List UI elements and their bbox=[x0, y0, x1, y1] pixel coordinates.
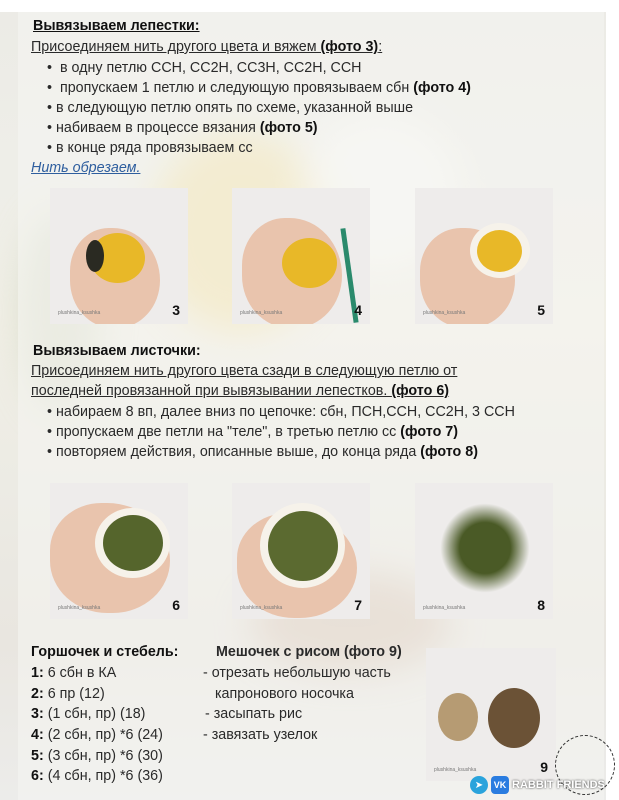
brand-name: RABBIT FRIENDS bbox=[512, 779, 605, 791]
list-item: • набираем 8 вп, далее вниз по цепочке: сбн, ПСН,ССН, СС2Н, 3 ССН bbox=[47, 404, 515, 420]
bag-line: капронового носочка bbox=[207, 686, 354, 702]
photo-9: plushkina_ksushka 9 bbox=[426, 648, 556, 781]
cut-thread-link[interactable]: Нить обрезаем. bbox=[31, 160, 141, 176]
telegram-icon[interactable]: ➤ bbox=[470, 776, 488, 794]
bag-heading: Мешочек с рисом (фото 9) bbox=[216, 644, 402, 660]
pot-heading: Горшочек и стебель: bbox=[31, 644, 179, 660]
petals-heading: Вывязываем лепестки: bbox=[33, 18, 200, 34]
photo-7: plushkina_ksushka 7 bbox=[232, 483, 370, 619]
photo-6: plushkina_ksushka 6 bbox=[50, 483, 188, 619]
list-item: • пропускаем 1 петлю и следующую провязываем сбн (фото 4) bbox=[47, 80, 471, 96]
photo-8: plushkina_ksushka 8 bbox=[415, 483, 553, 619]
bag-line: - отрезать небольшую часть bbox=[203, 665, 391, 681]
pot-row: 3: (1 сбн, пр) (18) bbox=[31, 706, 146, 722]
bag-line: - завязать узелок bbox=[203, 727, 318, 743]
pot-row: 2: 6 пр (12) bbox=[31, 686, 105, 702]
pot-row: 6: (4 сбн, пр) *6 (36) bbox=[31, 768, 163, 784]
list-item: • пропускаем две петли на "теле", в третью петлю сс (фото 7) bbox=[47, 424, 458, 440]
bag-line: - засыпать рис bbox=[205, 706, 303, 722]
leaves-intro-line2: последней провязанной при вывязывании лепестков. (фото 6) bbox=[31, 383, 450, 399]
photo-5: plushkina_ksushka 5 bbox=[415, 188, 553, 324]
pot-row: 4: (2 сбн, пр) *6 (24) bbox=[31, 727, 163, 743]
leaves-intro-line1: Присоединяем нить другого цвета сзади в следующую петлю от bbox=[31, 363, 458, 379]
list-item: • в следующую петлю опять по схеме, указанной выше bbox=[47, 100, 414, 116]
footer-brand[interactable] bbox=[470, 776, 605, 794]
photo-4: plushkina_ksushka 4 bbox=[232, 188, 370, 324]
petals-intro: Присоединяем нить другого цвета и вяжем (фото 3): bbox=[31, 39, 383, 55]
list-item: • повторяем действия, описанные выше, до конца ряда (фото 8) bbox=[47, 444, 478, 460]
list-item: • набиваем в процессе вязания (фото 5) bbox=[47, 120, 318, 136]
pot-row: 5: (3 сбн, пр) *6 (30) bbox=[31, 748, 163, 764]
vk-icon[interactable]: VK bbox=[491, 776, 509, 794]
pot-row: 1: 6 сбн в КА bbox=[31, 665, 117, 681]
list-item: • в конце ряда провязываем сс bbox=[47, 140, 253, 156]
list-item: • в одну петлю ССН, СС2Н, СС3Н, СС2Н, ССН bbox=[47, 60, 362, 76]
leaves-heading: Вывязываем листочки: bbox=[33, 343, 201, 359]
photo-3: plushkina_ksushka 3 bbox=[50, 188, 188, 324]
